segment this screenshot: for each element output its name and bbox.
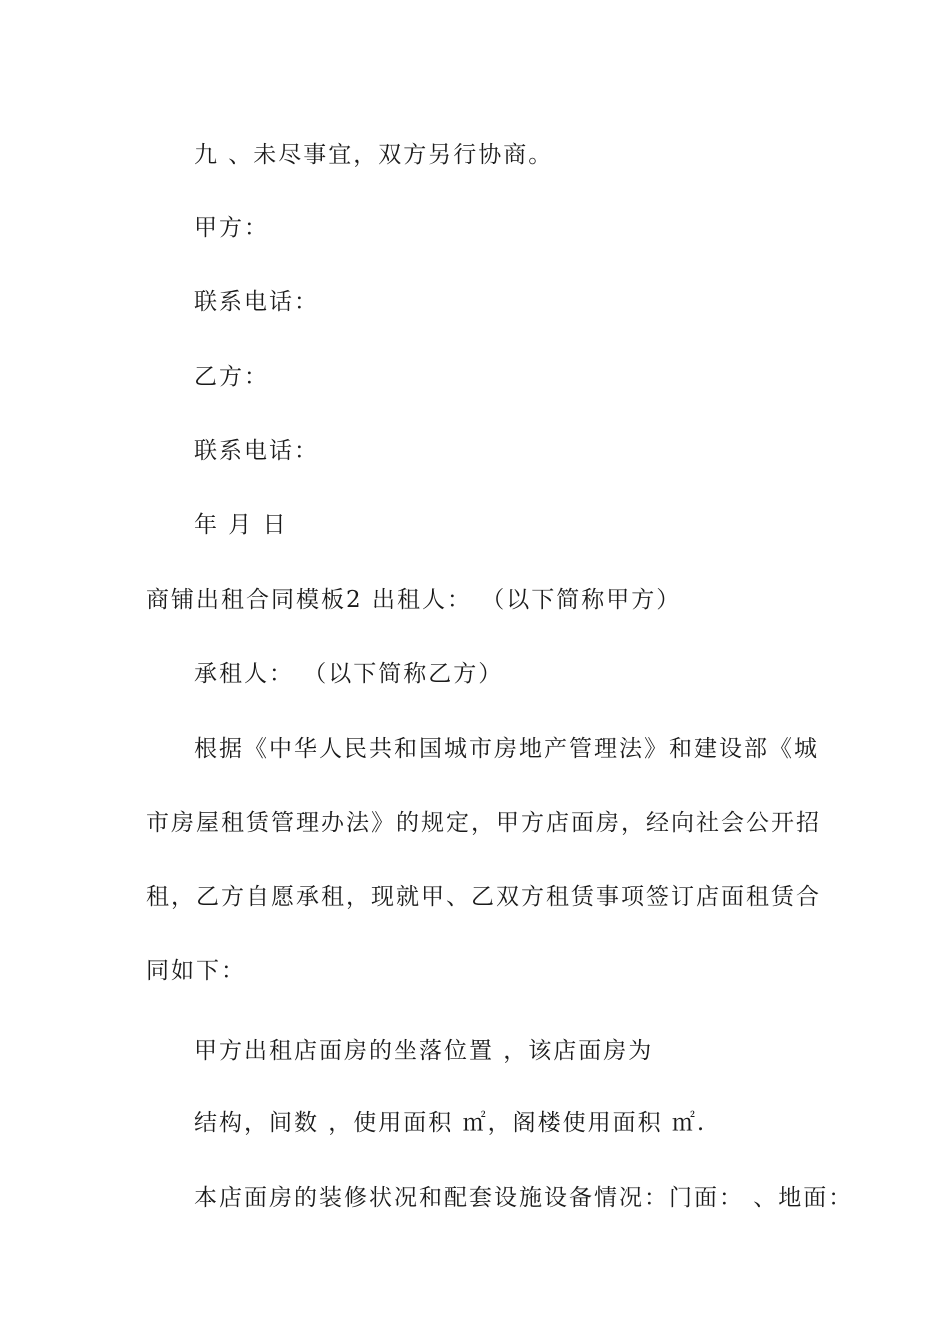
template-title-lessor: 商铺出租合同模板2 出租人： （以下简称甲方） — [146, 587, 682, 613]
clause-nine: 九 、未尽事宜，双方另行协商。 — [194, 142, 554, 168]
body-paragraph-line-3: 租，乙方自愿承租，现就甲、乙双方租赁事项签订店面租赁合 — [146, 884, 821, 910]
body-paragraph-line-4: 同如下： — [146, 958, 246, 984]
party-b-phone-label: 联系电话： — [194, 438, 319, 464]
body-paragraph-line-2: 市房屋租赁管理办法》的规定，甲方店面房，经向社会公开招 — [146, 810, 821, 836]
party-b-label: 乙方： — [194, 364, 269, 390]
lessee-line: 承租人： （以下简称乙方） — [194, 661, 504, 687]
location-line: 甲方出租店面房的坐落位置 ，该店面房为 — [194, 1038, 654, 1064]
body-paragraph-line-1: 根据《中华人民共和国城市房地产管理法》和建设部《城 — [194, 736, 819, 762]
structure-area-line: 结构，间数 ，使用面积 ㎡，阁楼使用面积 ㎡. — [194, 1110, 707, 1136]
date-line: 年 月 日 — [194, 512, 288, 538]
party-a-phone-label: 联系电话： — [194, 289, 319, 315]
decoration-facilities-line: 本店面房的装修状况和配套设施设备情况：门面： 、地面： — [194, 1185, 854, 1211]
party-a-label: 甲方： — [194, 215, 269, 241]
